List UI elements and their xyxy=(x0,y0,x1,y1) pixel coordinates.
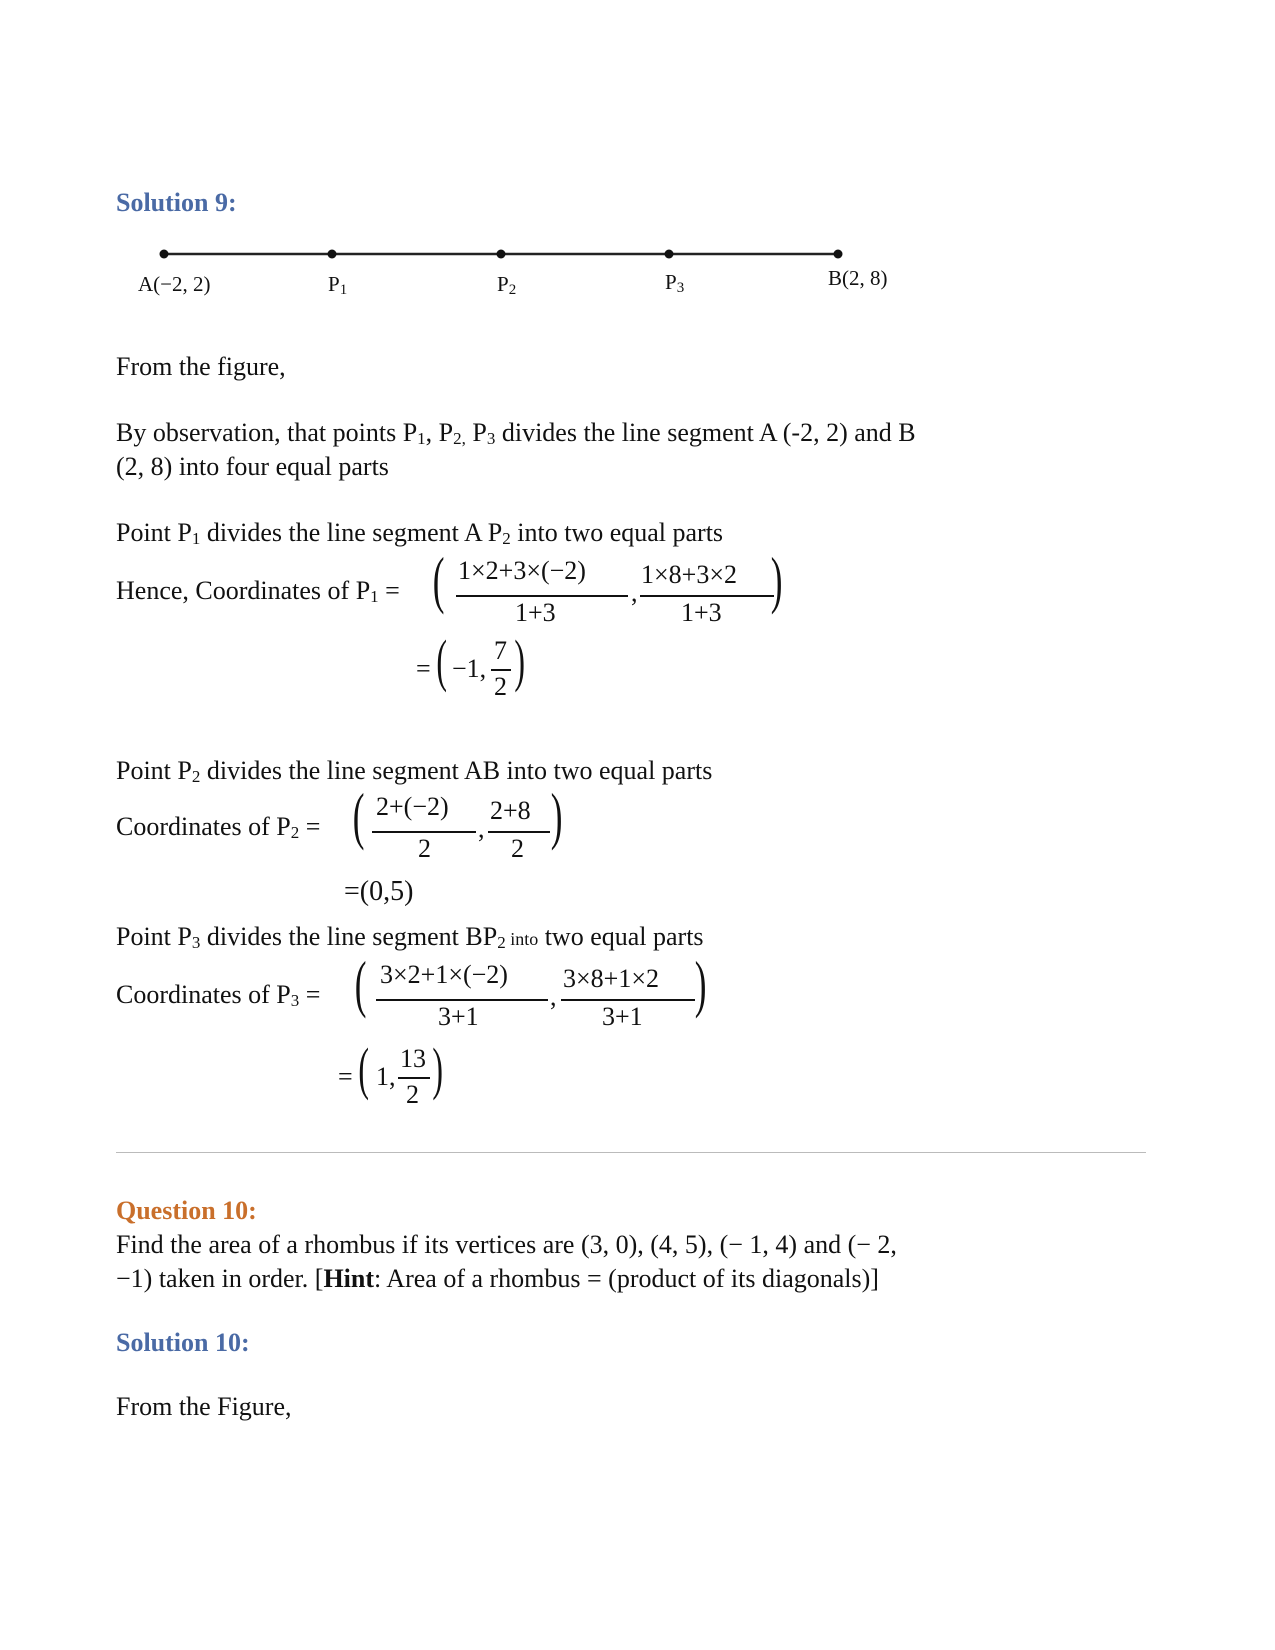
p3-comma: , xyxy=(550,982,557,1011)
p3-left-paren: ( xyxy=(354,948,367,1019)
p2-right-paren: ) xyxy=(550,780,563,851)
p2-comma: , xyxy=(478,814,485,843)
p3-result-fracline xyxy=(398,1077,430,1079)
p3-intro: Point $P_3$ divides the line segment $BP_2$ into two equal parts xyxy=(116,922,704,952)
p3-num1: 3×2+1×(−2) xyxy=(380,960,508,989)
question-10-line-1: Find the area of a rhombus if its vertices are (3, 0), (4, 5), (− 1, 4) and (− 2, xyxy=(116,1230,897,1259)
from-figure-text: From the figure, xyxy=(116,352,286,381)
p1-result-den: 2 xyxy=(494,672,507,701)
p1-result-right-paren: ) xyxy=(514,628,525,693)
p1-num2: 1×8+3×2 xyxy=(641,560,737,589)
p1-result-eq: = xyxy=(416,654,431,683)
p2-den1: 2 xyxy=(418,834,431,863)
p3-label: Coordinates of $P_3$ = xyxy=(116,980,321,1010)
label-a: A(−2, 2) xyxy=(138,272,211,296)
p3-den2: 3+1 xyxy=(602,1002,643,1031)
p1-label: Hence, Coordinates of $P_1$ = xyxy=(116,576,400,606)
p2-den2: 2 xyxy=(511,834,524,863)
p1-result-fracline xyxy=(491,669,511,671)
p2-fracline-2 xyxy=(488,831,550,833)
p3-fracline-2 xyxy=(561,999,695,1001)
observation-line-1: By observation, that points $P_1$, $P_{2,}$ $P_3$ divides the line segment A (-2, 2) and B xyxy=(116,418,916,448)
p3-result-left-paren: ( xyxy=(358,1036,369,1101)
p1-intro: Point $P_1$ divides the line segment A $P_2$ into two equal parts xyxy=(116,518,724,548)
point-p3 xyxy=(665,250,674,259)
p1-right-paren: ) xyxy=(770,544,783,615)
observation-line-2: (2, 8) into four equal parts xyxy=(116,452,389,481)
p2-fracline-1 xyxy=(372,831,476,833)
p3-fracline-1 xyxy=(376,999,548,1001)
solution-10-from-figure: From the Figure, xyxy=(116,1392,292,1421)
p3-result-int: 1, xyxy=(376,1062,396,1091)
p3-result-eq: = xyxy=(338,1062,353,1091)
p2-intro: Point $P_2$ divides the line segment AB into two equal parts xyxy=(116,756,713,786)
p3-result-num: 13 xyxy=(400,1044,426,1073)
label-p2: $P_2$ xyxy=(497,272,517,298)
solution-10-heading: Solution 10: xyxy=(116,1328,250,1357)
p3-right-paren: ) xyxy=(694,948,707,1019)
line-segment-figure xyxy=(120,238,920,308)
p3-num2: 3×8+1×2 xyxy=(563,964,659,993)
p3-den1: 3+1 xyxy=(438,1002,479,1031)
p3-result-den: 2 xyxy=(406,1080,419,1109)
point-p2 xyxy=(497,250,506,259)
p1-fracline-1 xyxy=(456,595,628,597)
p1-result-num: 7 xyxy=(494,636,507,665)
label-b: B(2, 8) xyxy=(828,266,888,290)
p2-result: =(0,5) xyxy=(344,876,414,907)
p3-result-right-paren: ) xyxy=(432,1036,443,1101)
p2-label: Coordinates of $P_2$ = xyxy=(116,812,321,842)
question-10-heading: Question 10: xyxy=(116,1196,257,1225)
p2-num1: 2+(−2) xyxy=(376,792,449,821)
p1-left-paren: ( xyxy=(432,544,445,615)
p2-num2: 2+8 xyxy=(490,796,531,825)
solution-9-heading: Solution 9: xyxy=(116,188,237,217)
p1-den1: 1+3 xyxy=(515,598,556,627)
p2-left-paren: ( xyxy=(352,780,365,851)
label-p3: $P_3$ xyxy=(665,270,685,296)
point-b xyxy=(834,250,843,259)
point-a xyxy=(160,250,169,259)
section-divider xyxy=(116,1152,1146,1153)
p1-result-int: −1, xyxy=(452,654,487,683)
p1-den2: 1+3 xyxy=(681,598,722,627)
point-p1 xyxy=(328,250,337,259)
label-p1: $P_1$ xyxy=(328,272,348,298)
p1-num1: 1×2+3×(−2) xyxy=(458,556,586,585)
question-10-line-2: −1) taken in order. [Hint: Area of a rhombus = (product of its diagonals)] xyxy=(116,1264,879,1293)
p1-comma: , xyxy=(631,578,638,607)
p1-result-left-paren: ( xyxy=(436,628,447,693)
p1-fracline-2 xyxy=(640,595,774,597)
